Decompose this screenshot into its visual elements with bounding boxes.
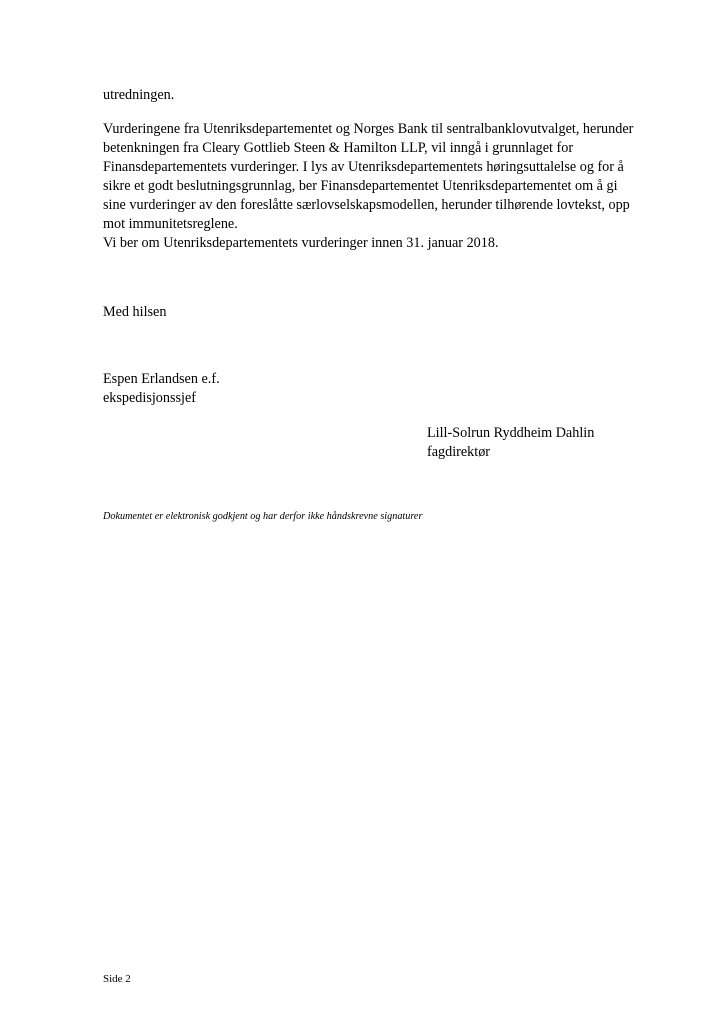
page-number: Side 2 bbox=[103, 973, 131, 985]
main-paragraph-line: betenkningen fra Cleary Gottlieb Steen & Hamilton LLP, vil inngå i grunnlaget for bbox=[103, 140, 574, 156]
electronic-approval-note: Dokumentet er elektronisk godkjent og har derfor ikke håndskrevne signaturer bbox=[103, 511, 423, 522]
signer-1-title: ekspedisjonssjef bbox=[103, 390, 196, 406]
signer-1-name: Espen Erlandsen e.f. bbox=[103, 371, 220, 387]
main-paragraph-line: sine vurderinger av den foreslåtte særlovselskapsmodellen, herunder tilhørende lovtekst, opp bbox=[103, 197, 630, 213]
main-paragraph-line: Vurderingene fra Utenriksdepartementet og Norges Bank til sentralbanklovutvalget, herunder bbox=[103, 121, 634, 137]
main-paragraph-line: mot immunitetsreglene. bbox=[103, 216, 238, 232]
paragraph-start: utredningen. bbox=[103, 87, 175, 103]
request-paragraph: Vi ber om Utenriksdepartementets vurderinger innen 31. januar 2018. bbox=[103, 235, 499, 251]
signer-2-title: fagdirektør bbox=[427, 444, 491, 460]
main-paragraph-line: Finansdepartementets vurderinger. I lys av Utenriksdepartementets høringsuttalelse og for å bbox=[103, 159, 624, 175]
signer-2-name: Lill-Solrun Ryddheim Dahlin bbox=[427, 425, 595, 441]
main-paragraph bbox=[103, 120, 663, 234]
greeting: Med hilsen bbox=[103, 304, 167, 320]
main-paragraph-line: sikre et godt beslutningsgrunnlag, ber Finansdepartementet Utenriksdepartementet om å gi bbox=[103, 178, 618, 194]
